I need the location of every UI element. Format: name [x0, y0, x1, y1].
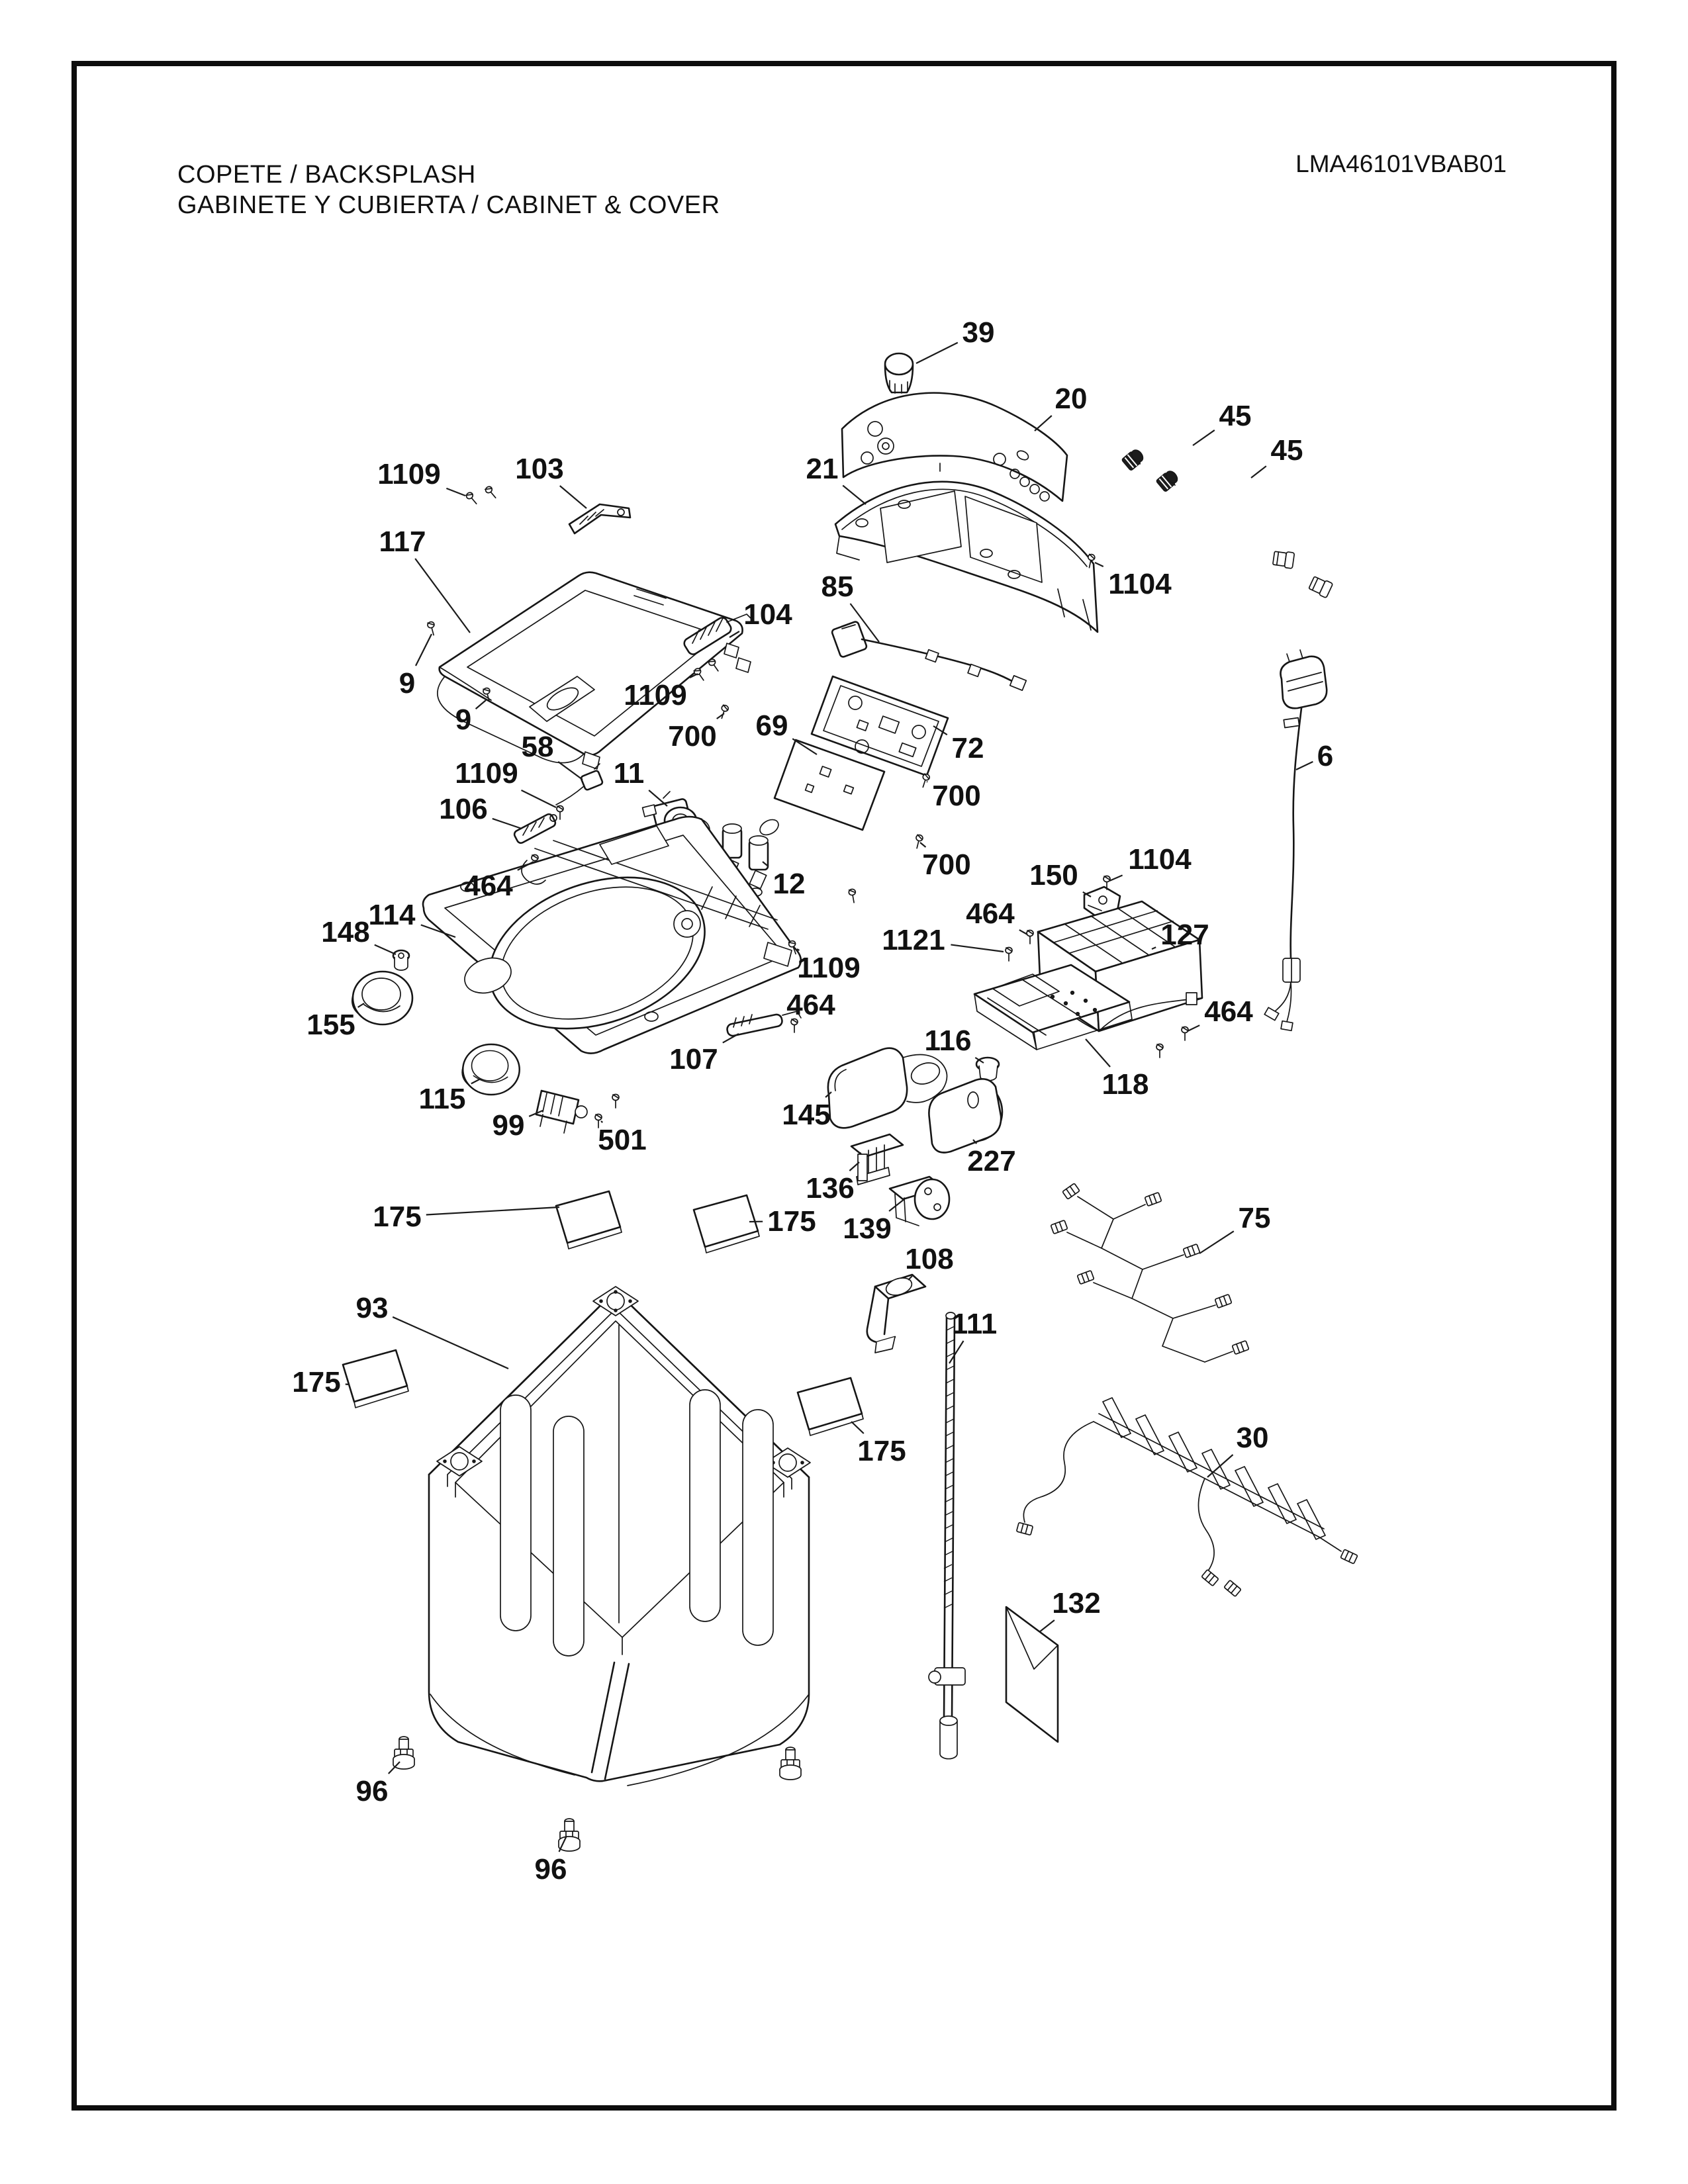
callout-175-53: 175: [857, 1435, 906, 1467]
siphon-cover-227-drawing: [929, 1079, 1002, 1152]
corner-pad-175-3-drawing: [343, 1350, 408, 1408]
top-cover-114-drawing: [423, 817, 801, 1056]
callout-148-31: 148: [321, 916, 370, 948]
leader-line-700-23: [920, 842, 925, 847]
callout-1109-32: 1109: [797, 952, 861, 984]
callout-111-51: 111: [951, 1308, 998, 1340]
callout-30-55: 30: [1236, 1422, 1269, 1454]
corner-pad-175-4-drawing: [798, 1378, 863, 1435]
wire-harness-30-drawing: [1017, 1398, 1358, 1596]
leader-line-501-43: [601, 1121, 602, 1122]
leader-line-39-0: [916, 343, 958, 363]
callout-175-47: 175: [373, 1201, 422, 1233]
switch-58-drawing: [556, 764, 603, 805]
leader-line-103-6: [560, 486, 586, 508]
callout-501-43: 501: [598, 1124, 647, 1156]
callout-72-19: 72: [951, 732, 984, 764]
callout-21-4: 21: [806, 453, 839, 485]
callout-117-8: 117: [379, 525, 426, 558]
callout-85-9: 85: [821, 570, 854, 603]
callout-139-45: 139: [843, 1212, 892, 1245]
leader-line-106-21: [492, 819, 522, 829]
callout-106-21: 106: [439, 793, 488, 825]
leader-line-111-51: [949, 1341, 964, 1363]
callout-1104-7: 1104: [1108, 568, 1172, 600]
grommet-148-drawing: [393, 950, 409, 970]
document-number: LMA46101VBAB01: [1295, 150, 1507, 177]
callout-115-40: 115: [418, 1083, 466, 1115]
leader-line-75-54: [1199, 1231, 1234, 1253]
fill-hose-45a-drawing: [1121, 437, 1294, 569]
callout-6-46: 6: [1317, 740, 1334, 772]
bracket-136-drawing: [851, 1134, 903, 1185]
backsplash-21-drawing: [835, 482, 1098, 632]
callout-99-42: 99: [492, 1109, 525, 1142]
leader-line-175-53: [851, 1422, 864, 1433]
callout-464-27: 464: [464, 870, 513, 902]
callout-118-38: 118: [1102, 1068, 1149, 1101]
fill-hose-45b-drawing: [1156, 464, 1333, 598]
page-title-line1: COPETE / BACKSPLASH: [177, 161, 476, 189]
callout-700-17: 700: [668, 720, 717, 752]
leader-line-30-55: [1207, 1455, 1233, 1477]
callout-175-52: 175: [292, 1366, 341, 1398]
leader-line-1104-7: [1095, 563, 1103, 567]
callout-464-35: 464: [786, 989, 835, 1021]
leader-line-117-8: [415, 559, 470, 633]
callout-9-12: 9: [455, 704, 472, 736]
callout-69-18: 69: [755, 709, 788, 742]
callout-700-20: 700: [932, 780, 981, 812]
callout-12-22: 12: [773, 868, 806, 900]
callout-227-41: 227: [967, 1145, 1016, 1177]
callout-108-49: 108: [905, 1243, 954, 1275]
cabinet-93-drawing: [429, 1287, 810, 1786]
leader-line-20-1: [1035, 416, 1052, 431]
leader-line-1109-15: [522, 790, 557, 807]
cup-155-drawing: [352, 972, 412, 1024]
foot-96-left-drawing: [393, 1737, 414, 1769]
leader-line-9-12: [476, 700, 486, 709]
callout-114-26: 114: [368, 899, 416, 931]
callout-103-6: 103: [515, 453, 564, 485]
leader-line-132-56: [1039, 1620, 1055, 1632]
corner-pad-175-2-drawing: [694, 1195, 759, 1253]
callout-107-37: 107: [669, 1043, 718, 1075]
callout-9-11: 9: [399, 667, 416, 700]
callout-1109-13: 1109: [624, 679, 687, 711]
leader-line-1104-25: [1109, 875, 1123, 881]
callout-104-10: 104: [743, 598, 792, 631]
leader-line-464-29: [1019, 930, 1027, 934]
envelope-132-drawing: [1006, 1607, 1058, 1742]
bracket-139-drawing: [890, 1177, 949, 1226]
hinge-bracket-103-drawing: [465, 485, 630, 533]
knob-39-drawing: [885, 353, 913, 393]
callout-175-48: 175: [767, 1205, 816, 1238]
leader-line-139-45: [889, 1199, 904, 1211]
leader-line-1121-28: [951, 944, 1004, 952]
duct-108-drawing: [867, 1275, 925, 1353]
callout-20-1: 20: [1055, 383, 1088, 415]
leader-line-93-50: [393, 1317, 508, 1369]
callout-136-44: 136: [806, 1172, 855, 1205]
leader-line-6-46: [1296, 762, 1313, 770]
power-cord-6-drawing: [1264, 650, 1327, 1030]
callout-1121-28: 1121: [882, 924, 945, 956]
leader-line-21-4: [843, 486, 866, 504]
callout-1109-5: 1109: [377, 458, 441, 490]
callout-1109-15: 1109: [455, 757, 518, 790]
leader-line-1109-5: [446, 488, 465, 496]
callout-1104-25: 1104: [1128, 843, 1192, 876]
foot-96-right-drawing: [780, 1747, 801, 1780]
leader-line-118-38: [1086, 1039, 1110, 1067]
callout-75-54: 75: [1238, 1202, 1271, 1234]
callout-155-34: 155: [306, 1009, 355, 1041]
rod-111-drawing: [929, 1312, 965, 1759]
callout-150-24: 150: [1029, 859, 1078, 891]
leader-line-11-16: [649, 790, 667, 806]
leader-line-45-2: [1193, 430, 1215, 445]
leader-line-175-47: [426, 1207, 559, 1214]
callout-464-29: 464: [966, 897, 1015, 930]
callout-93-50: 93: [355, 1292, 389, 1324]
callout-45-3: 45: [1270, 434, 1303, 467]
callout-58-14: 58: [521, 731, 554, 763]
callout-127-30: 127: [1160, 919, 1209, 951]
callout-45-2: 45: [1219, 400, 1252, 432]
callout-96-58: 96: [534, 1853, 567, 1886]
callout-132-56: 132: [1052, 1587, 1101, 1619]
callout-11-16: 11: [613, 757, 645, 790]
leader-line-9-11: [416, 634, 432, 666]
callout-116-36: 116: [924, 1024, 972, 1057]
callout-96-57: 96: [355, 1775, 389, 1807]
leader-line-148-31: [375, 945, 396, 954]
callout-145-39: 145: [782, 1099, 831, 1131]
leader-line-700-17: [717, 713, 724, 719]
leader-line-464-33: [1188, 1025, 1199, 1031]
lid-switch-wire-85-drawing: [831, 621, 1027, 690]
cup-115-drawing: [462, 1044, 520, 1095]
leader-line-58-14: [558, 762, 583, 780]
leader-line-45-3: [1251, 466, 1266, 478]
corner-pad-175-1-drawing: [556, 1191, 622, 1249]
callout-700-23: 700: [922, 848, 971, 881]
callout-464-33: 464: [1204, 995, 1253, 1028]
callout-39-0: 39: [962, 316, 995, 349]
wire-harness-75-drawing: [1051, 1183, 1248, 1362]
page-title-line2: GABINETE Y CUBIERTA / CABINET & COVER: [177, 191, 720, 219]
